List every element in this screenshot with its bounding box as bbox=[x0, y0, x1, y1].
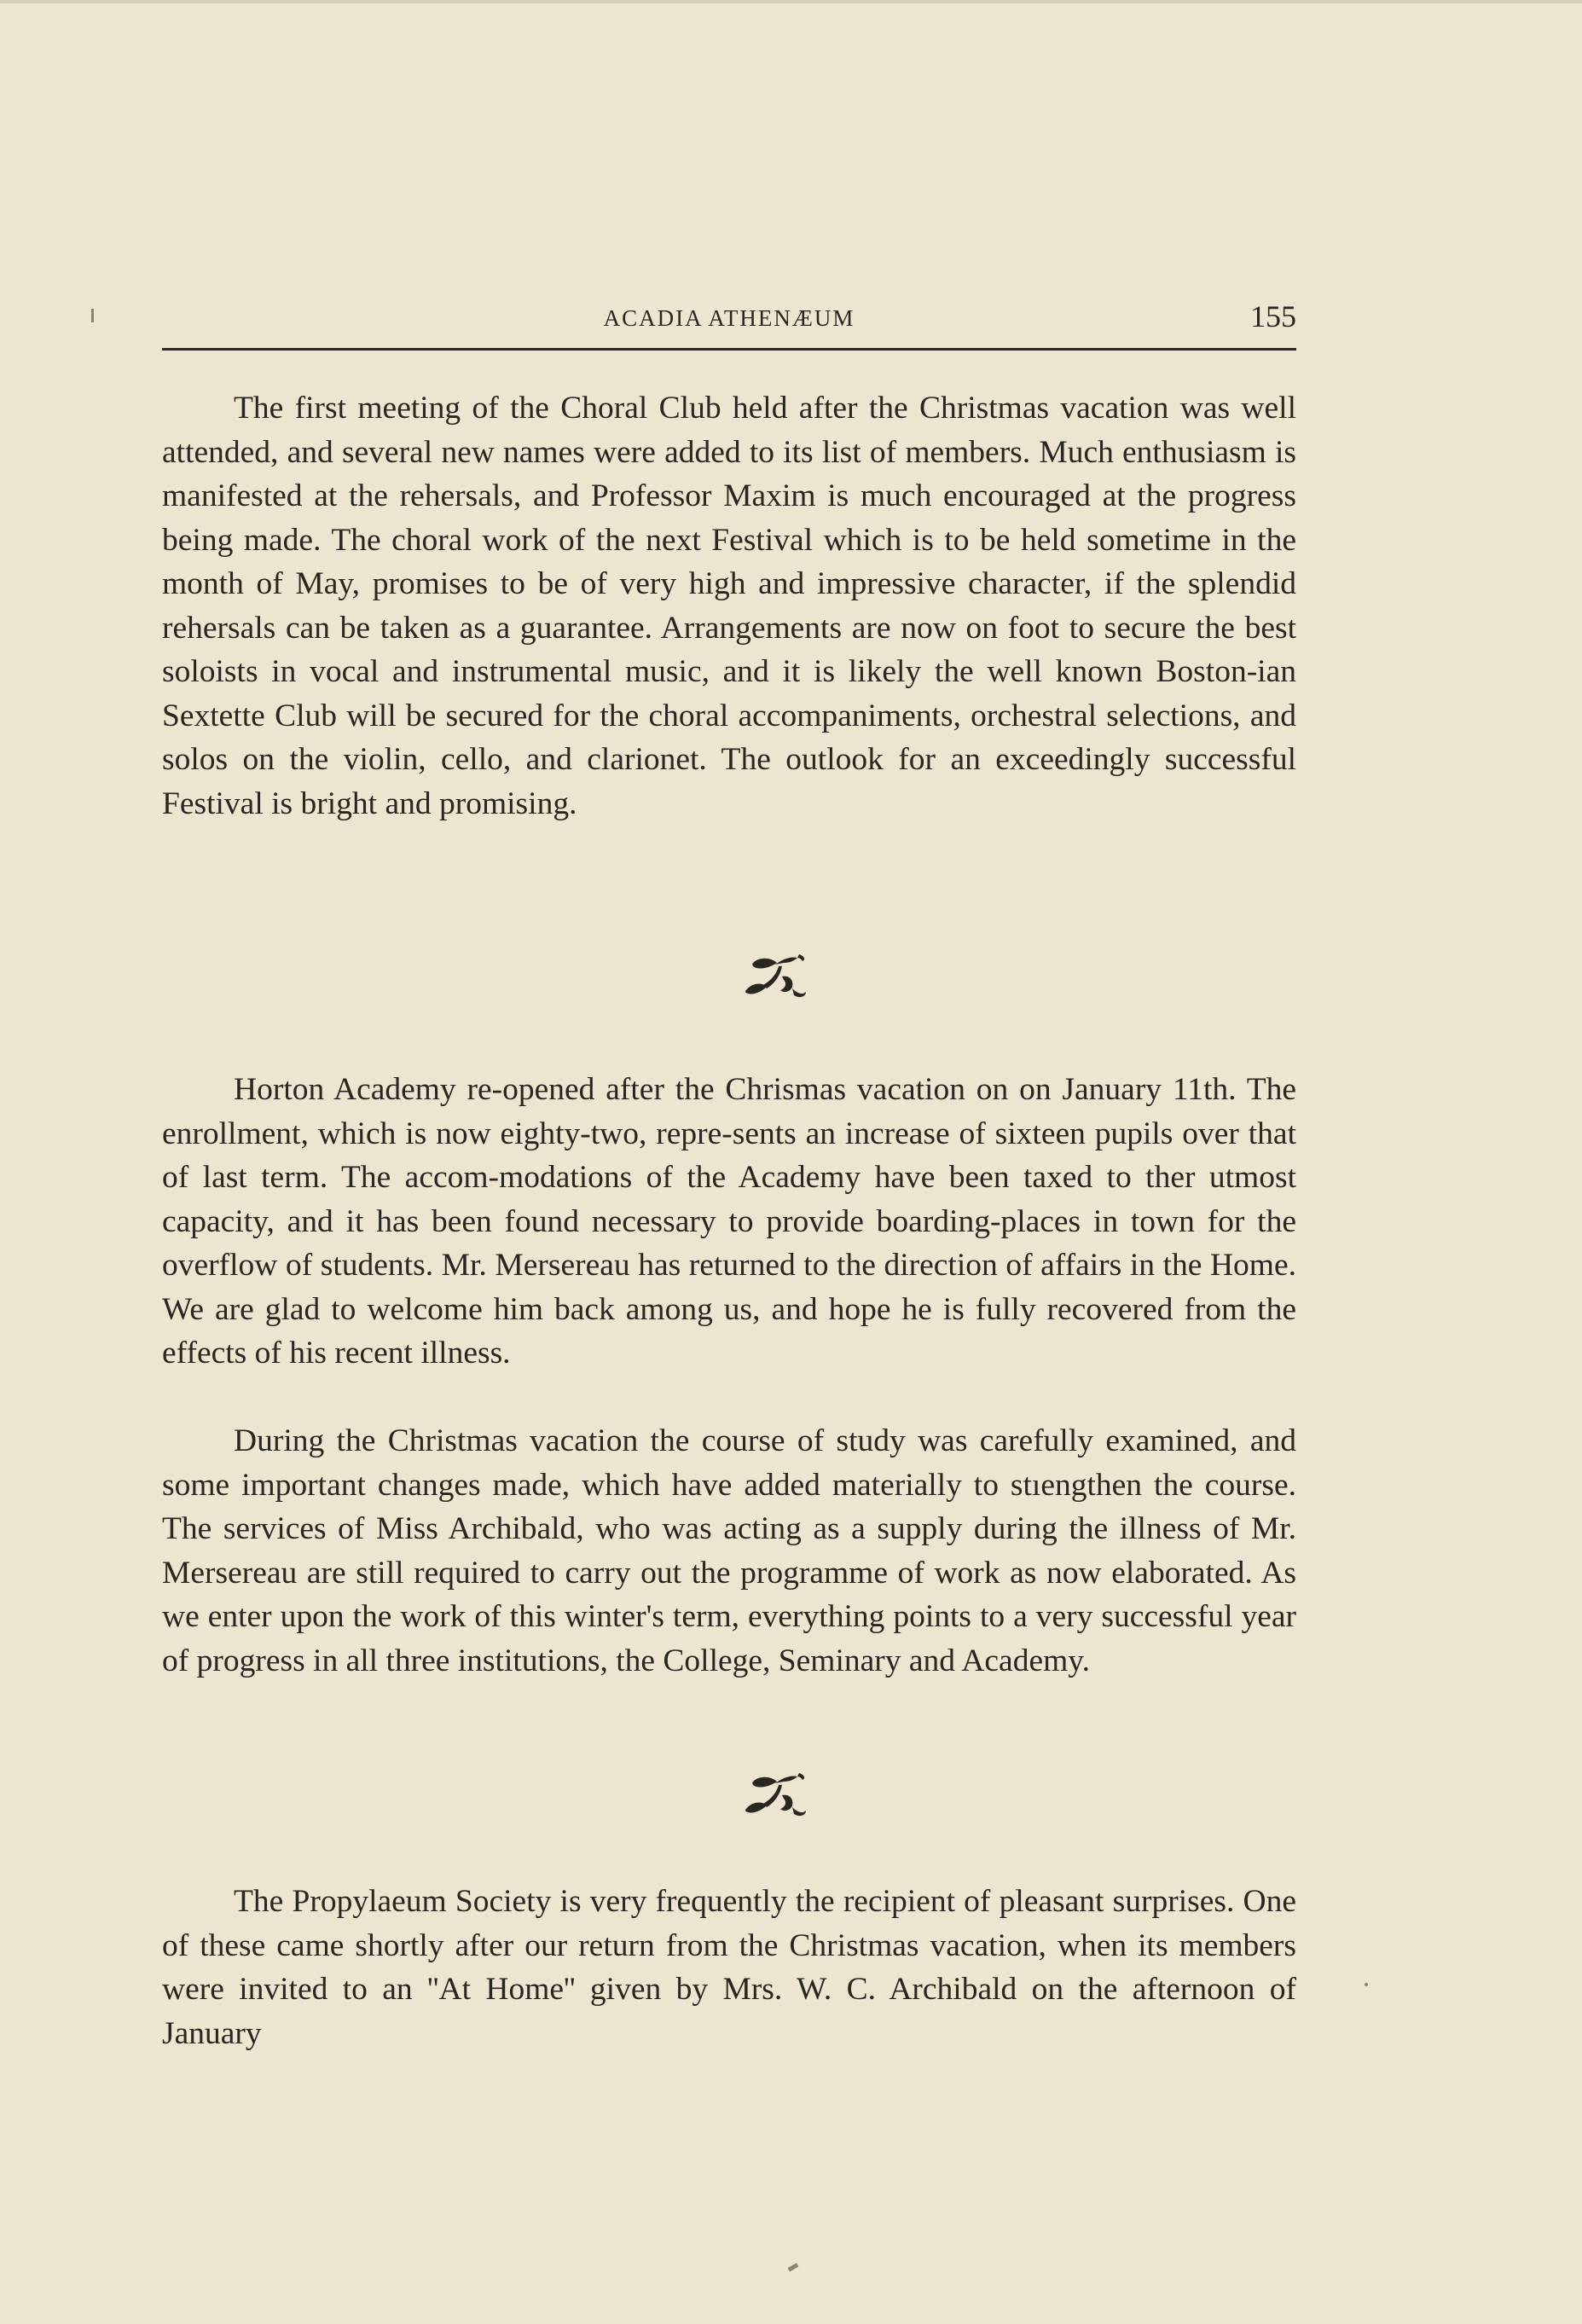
paragraph-choral-club: The first meeting of the Choral Club held after the Christmas vacation was well attended, and several new names were added to its list of members. Much enthusiasm is manifested at the rehersals, and Professor Maxim is much encouraged at the progress being made. The choral work of the next Festival which is to be held sometime in the month of May, promises to be of very high and impressive character, if the splendid rehersals can be taken as a guarantee. Arrangements are now on foot to secure the best soloists in vocal and instrumental music, and it is likely the well known Boston-ian Sextette Club will be secured for the choral accompaniments, orchestral selections, and solos on the violin, cello, and clarionet. The outlook for an exceedingly successful Festival is bright and promising. bbox=[162, 391, 1296, 821]
journal-title: ACADIA ATHENÆUM bbox=[603, 305, 855, 331]
paragraph-horton-academy: Horton Academy re-opened after the Chrismas vacation on on January 11th. The enrollment, which is now eighty-two, repre-sents an increase of sixteen pupils over that of last term. The accom-modations of the Academy have been taxed to ther utmost capacity, and it has been found necessary to provide boarding-places in town for the overflow of students. Mr. Mersereau has returned to the direction of affairs in the Home. We are glad to welcome him back among us, and hope he is fully recovered from the effects of his recent illness. bbox=[162, 1072, 1296, 1371]
running-head bbox=[162, 298, 1296, 350]
paper-speck bbox=[788, 2263, 799, 2271]
fleuron-ornament-icon bbox=[738, 951, 814, 1002]
fleuron-ornament-icon bbox=[738, 1770, 814, 1821]
header-rule bbox=[162, 348, 1296, 351]
paper-speck bbox=[91, 309, 94, 322]
paragraph-propylaeum-society: The Propylaeum Society is very frequently the recipient of pleasant surprises. One of these came shortly after our return from the Christmas vacation, when its members were invited to an ''At Home'' given by Mrs. W. C. Archibald on the afternoon of January bbox=[162, 1884, 1296, 2051]
paper-speck bbox=[1365, 1983, 1368, 1986]
paragraph-course-of-study: During the Christmas vacation the course of study was carefully examined, and some important changes made, which have added materially to stıengthen the course. The services of Miss Archibald, who was acting as a supply during the illness of Mr. Mersereau are still required to carry out the programme of work as now elaborated. As we enter upon the work of this winter's term, everything points to a very successful year of progress in all three institutions, the College, Seminary and Academy. bbox=[162, 1423, 1296, 1678]
page-top-edge bbox=[0, 0, 1582, 3]
page-number: 155 bbox=[1250, 299, 1296, 333]
